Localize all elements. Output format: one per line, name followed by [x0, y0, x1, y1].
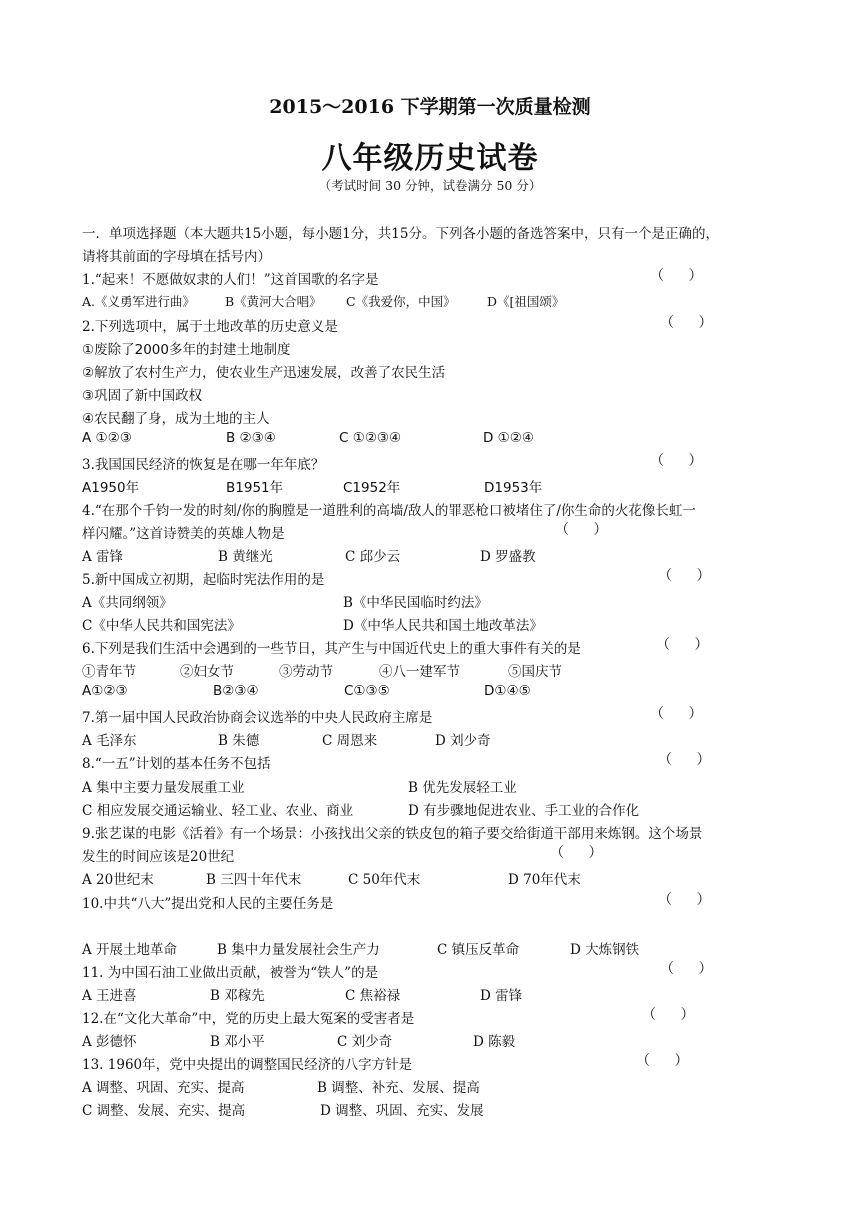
q2-item-1: ①废除了2000多年的封建土地制度	[82, 342, 291, 358]
q6-item-5: ⑤国庆节	[508, 664, 562, 680]
q6-item-3: ③劳动节	[279, 664, 333, 680]
q1-option-c: C《我爱你，中国》	[346, 294, 456, 309]
q2-option-d: D ①②④	[483, 430, 534, 446]
q10-stem: 10.中共“八大”提出党和人民的主要任务是	[82, 896, 334, 912]
q5-option-b: B《中华民国临时约法》	[343, 595, 488, 611]
q10-option-a: A 开展土地革命	[82, 942, 178, 958]
q10-option-c: C 镇压反革命	[437, 942, 520, 958]
q3-stem: 3.我国国民经济的恢复是在哪一年年底？	[82, 457, 325, 473]
q4-option-d: D 罗盛教	[480, 549, 536, 565]
q11-option-d: D 雷锋	[480, 988, 523, 1004]
q13-answer-blank[interactable]: （ ）	[636, 1053, 699, 1069]
q4-stem-line2: 样闪耀。”这首诗赞美的英雄人物是	[82, 526, 285, 542]
q2-option-c: C ①②③④	[339, 430, 402, 446]
q6-option-b: B②③④	[213, 683, 259, 699]
q2-answer-blank[interactable]: （ ）	[660, 315, 723, 331]
q4-option-a: A 雷锋	[82, 549, 124, 565]
q1-answer-blank[interactable]: （ ）	[650, 268, 713, 284]
q12-option-d: D 陈毅	[473, 1034, 516, 1050]
q11-option-a: A 王进喜	[82, 988, 137, 1004]
q10-option-d: D 大炼钢铁	[570, 942, 640, 958]
q10-answer-blank[interactable]: （ ）	[658, 892, 721, 908]
q12-option-b: B 邓小平	[210, 1034, 265, 1050]
q3-option-c: C1952年	[343, 480, 401, 496]
q9-option-c: C 50年代末	[348, 872, 421, 888]
q7-option-d: D 刘少奇	[435, 733, 491, 749]
q4-answer-blank[interactable]: （ ）	[555, 522, 618, 538]
q1-option-a: A.《义勇军进行曲》	[82, 294, 196, 309]
q7-option-a: A 毛泽东	[82, 733, 137, 749]
q2-item-4: ④农民翻了身，成为土地的主人	[82, 411, 270, 427]
q5-answer-blank[interactable]: （ ）	[658, 568, 721, 584]
q6-item-4: ④八一建军节	[379, 664, 460, 680]
q9-stem-line1: 9.张艺谋的电影《活着》有一个场景：小孩找出父亲的铁皮包的箱子要交给街道干部用来炼钢。这个场景	[82, 826, 703, 842]
section-instruction-line2: 请将其前面的字母填在括号内）	[82, 249, 271, 265]
q2-stem: 2.下列选项中，属于土地改革的历史意义是	[82, 319, 338, 335]
q11-option-b: B 邓稼先	[210, 988, 265, 1004]
q5-option-a: A《共同纲领》	[82, 595, 173, 611]
q5-option-d: D《中华人民共和国土地改革法》	[343, 618, 543, 634]
q3-option-a: A1950年	[82, 480, 140, 496]
q8-option-a: A 集中主要力量发展重工业	[82, 780, 245, 796]
q7-answer-blank[interactable]: （ ）	[650, 706, 713, 722]
section-instruction-line1: 一．单项选择题（本大题共15小题，每小题1分，共15分。下列各小题的备选答案中，只有一个是正确的，	[82, 226, 719, 242]
q13-option-b: B 调整、补充、发展、提高	[317, 1080, 480, 1096]
q8-option-d: D 有步骤地促进农业、手工业的合作化	[408, 803, 640, 819]
q2-item-3: ③巩固了新中国政权	[82, 388, 203, 404]
q7-option-c: C 周恩来	[322, 733, 378, 749]
q12-answer-blank[interactable]: （ ）	[642, 1007, 705, 1023]
q11-option-c: C 焦裕禄	[345, 988, 401, 1004]
q8-stem: 8.“一五”计划的基本任务不包括	[82, 756, 271, 772]
q5-option-c: C《中华人民共和国宪法》	[82, 618, 241, 634]
q1-option-d: D《[祖国颂》	[487, 294, 565, 309]
q13-option-a: A 调整、巩固、充实、提高	[82, 1080, 245, 1096]
q13-option-c: C 调整、发展、充实、提高	[82, 1103, 246, 1119]
q9-option-b: B 三四十年代末	[206, 872, 302, 888]
q6-item-1: ①青年节	[82, 664, 136, 680]
q6-answer-blank[interactable]: （ ）	[656, 637, 719, 653]
q6-option-a: A①②③	[82, 683, 128, 699]
q13-option-d: D 调整、巩固、充实、发展	[320, 1103, 484, 1119]
q7-stem: 7.第一届中国人民政治协商会议选举的中央人民政府主席是	[82, 710, 433, 726]
q8-answer-blank[interactable]: （ ）	[658, 752, 721, 768]
q12-option-c: C 刘少奇	[337, 1034, 393, 1050]
q6-option-d: D①④⑤	[484, 683, 531, 699]
q9-option-d: D 70年代末	[508, 872, 581, 888]
q2-option-b: B ②③④	[226, 430, 276, 446]
q4-stem-line1: 4.“在那个千钧一发的时刻/你的胸膛是一道胜利的高墙/敌人的罪恶枪口被堵住了/你生命的火花像长虹一	[82, 503, 696, 519]
q3-option-b: B1951年	[226, 480, 284, 496]
q8-option-b: B 优先发展轻工业	[408, 780, 517, 796]
exam-title: 八年级历史试卷	[321, 141, 539, 176]
q12-option-a: A 彭德怀	[82, 1034, 137, 1050]
q8-option-c: C 相应发展交通运输业、轻工业、农业、商业	[82, 803, 354, 819]
q6-option-c: C①③⑤	[344, 683, 390, 699]
q2-item-2: ②解放了农村生产力，使农业生产迅速发展，改善了农民生活	[82, 365, 446, 381]
q6-item-2: ②妇女节	[180, 664, 234, 680]
q9-stem-line2: 发生的时间应该是20世纪	[82, 849, 235, 865]
q3-option-d: D1953年	[484, 480, 543, 496]
exam-term: 2015～2016 下学期第一次质量检测	[269, 96, 591, 118]
q4-option-c: C 邱少云	[345, 549, 401, 565]
q13-stem: 13. 1960年，党中央提出的调整国民经济的八字方针是	[82, 1057, 413, 1073]
q7-option-b: B 朱德	[218, 733, 260, 749]
q11-answer-blank[interactable]: （ ）	[660, 961, 723, 977]
q5-stem: 5.新中国成立初期，起临时宪法作用的是	[82, 572, 325, 588]
q6-stem: 6.下列是我们生活中会遇到的一些节日，其产生与中国近代史上的重大事件有关的是	[82, 641, 581, 657]
q12-stem: 12.在“文化大革命”中，党的历史上最大冤案的受害者是	[82, 1011, 415, 1027]
q10-option-b: B 集中力量发展社会生产力	[217, 942, 380, 958]
q4-option-b: B 黄继光	[218, 549, 273, 565]
q2-option-a: A ①②③	[82, 430, 132, 446]
q11-stem: 11. 为中国石油工业做出贡献，被誉为“铁人”的是	[82, 965, 379, 981]
q1-option-b: B《黄河大合唱》	[225, 294, 322, 309]
q1-stem: 1.“起来！不愿做奴隶的人们！”这首国歌的名字是	[82, 272, 379, 288]
q9-answer-blank[interactable]: （ ）	[550, 845, 613, 861]
exam-note: （考试时间 30 分钟，试卷满分 50 分）	[318, 178, 542, 193]
q3-answer-blank[interactable]: （ ）	[650, 453, 713, 469]
q9-option-a: A 20世纪末	[82, 872, 154, 888]
